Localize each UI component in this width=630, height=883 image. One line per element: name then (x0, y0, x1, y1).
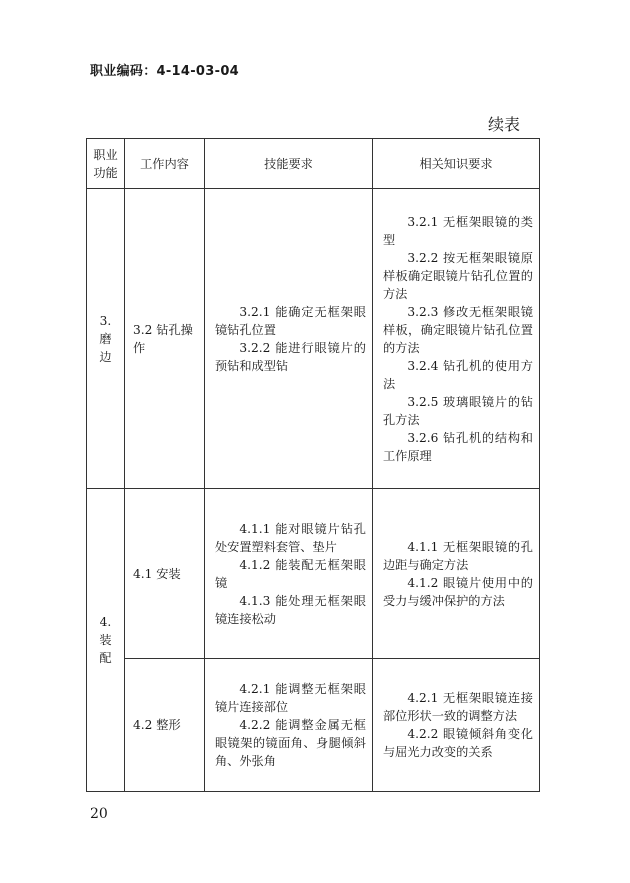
knowledge-cell (373, 189, 540, 489)
skill-item: 4.1.3 能处理无框架眼镜连接松动 (215, 593, 366, 626)
work-cell: 4.2 整形 (125, 659, 205, 792)
knowledge-item: 3.2.1 无框架眼镜的类型 (383, 214, 533, 247)
knowledge-item: 3.2.2 按无框架眼镜原样板确定眼镜片钻孔位置的方法 (383, 250, 533, 301)
table-row (87, 659, 540, 792)
skill-item: 4.1.2 能装配无框架眼镜 (215, 557, 366, 590)
function-text: 配 (99, 651, 112, 665)
header-work: 工作内容 (125, 139, 205, 189)
knowledge-item: 3.2.5 玻璃眼镜片的钻孔方法 (383, 394, 533, 427)
header-knowledge: 相关知识要求 (373, 139, 540, 189)
function-cell-3 (87, 189, 125, 489)
knowledge-item: 3.2.6 钻孔机的结构和工作原理 (383, 430, 533, 463)
table-row (87, 489, 540, 659)
knowledge-item: 4.1.1 无框架眼镜的孔边距与确定方法 (383, 539, 533, 572)
function-text: 边 (99, 349, 112, 364)
skill-item: 4.1.1 能对眼镜片钻孔处安置塑料套管、垫片 (215, 521, 366, 554)
skill-item: 4.2.2 能调整金属无框眼镜架的镜面角、身腿倾斜角、外张角 (215, 718, 366, 768)
skills-cell (205, 189, 373, 489)
function-text: 4. (99, 615, 112, 629)
table-row (87, 189, 540, 489)
function-cell-4 (87, 489, 125, 792)
table-header-row (87, 139, 540, 189)
knowledge-item: 4.1.2 眼镜片使用中的受力与缓冲保护的方法 (383, 575, 533, 608)
header-function-line2: 功能 (93, 165, 118, 180)
skill-item: 4.2.1 能调整无框架眼镜片连接部位 (215, 682, 366, 714)
skill-item: 3.2.1 能确定无框架眼镜钻孔位置 (215, 304, 366, 337)
skills-cell (205, 659, 373, 792)
work-cell: 3.2 钻孔操作 (125, 189, 205, 489)
header-function-line1: 职业 (93, 147, 118, 162)
header-skills: 技能要求 (205, 139, 373, 189)
continued-label: 续表 (488, 115, 521, 134)
page-number: 20 (90, 806, 108, 822)
occupation-code: 职业编码：4-14-03-04 (90, 64, 240, 79)
knowledge-cell (373, 489, 540, 659)
function-text: 磨 (99, 331, 112, 346)
function-text: 3. (99, 313, 112, 328)
header-function (87, 139, 125, 189)
knowledge-item: 3.2.3 修改无框架眼镜样板，确定眼镜片钻孔位置的方法 (383, 304, 533, 355)
skill-item: 3.2.2 能进行眼镜片的预钻和成型钻 (215, 340, 366, 373)
work-cell: 4.1 安装 (125, 489, 205, 659)
knowledge-cell (373, 659, 540, 792)
knowledge-item: 4.2.1 无框架眼镜连接部位形状一致的调整方法 (383, 691, 533, 723)
function-text: 装 (99, 633, 112, 647)
skills-table (86, 138, 540, 792)
knowledge-item: 3.2.4 钻孔机的使用方法 (383, 358, 533, 391)
skills-cell (205, 489, 373, 659)
knowledge-item: 4.2.2 眼镜倾斜角变化与屈光力改变的关系 (383, 727, 533, 759)
